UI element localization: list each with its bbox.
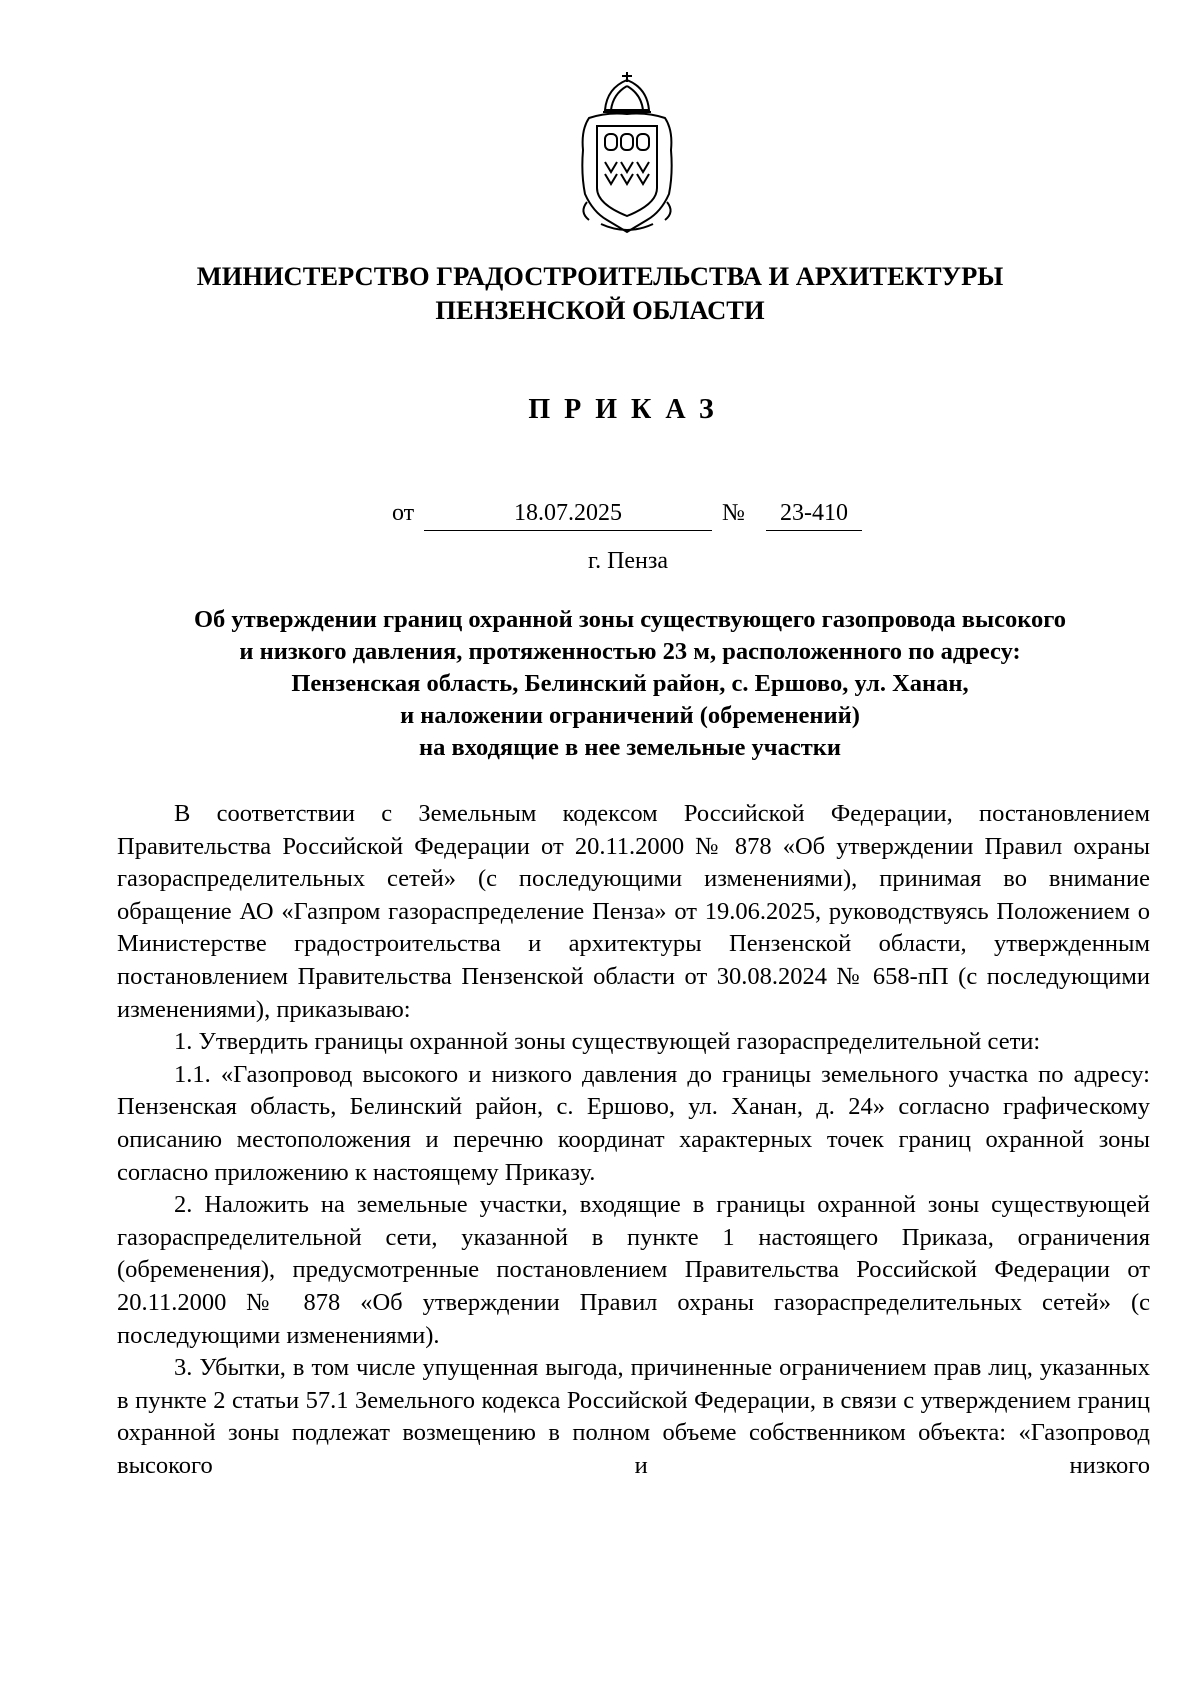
document-type: ПРИКАЗ (528, 394, 728, 425)
title-line: на входящие в нее земельные участки (418, 734, 842, 761)
title-line: Об утверждении границ охранной зоны существующего газопровода высокого (194, 606, 1066, 633)
title-line: и наложении ограничений (обременений) (400, 702, 860, 729)
clause-1-1: 1.1. «Газопровод высокого и низкого давления до границы земельного участка по адресу: Пензенская область, Белинский район, с. Ершово, ул. Ханан, д. 24» согласно графическому описанию местоположения и перечню координат характерных точек границ охранной зоны согласно приложению к настоящему Приказу. (117, 1060, 1150, 1186)
document-number: 23-410 (766, 498, 862, 531)
date-prefix: от (392, 500, 415, 526)
document-body (117, 798, 1150, 1482)
ministry-name-line2: ПЕНЗЕНСКОЙ ОБЛАСТИ (435, 295, 765, 325)
ministry-name-line1: МИНИСТЕРСТВО ГРАДОСТРОИТЕЛЬСТВА И АРХИТЕКТУРЫ (196, 261, 1004, 291)
clause-1: 1. Утвердить границы охранной зоны существующей газораспределительной сети: (174, 1028, 1041, 1056)
city: г. Пенза (587, 548, 669, 574)
document-date: 18.07.2025 (424, 498, 712, 531)
number-prefix: № (722, 500, 745, 526)
title-line: Пензенская область, Белинский район, с. Ершово, ул. Ханан, (291, 670, 969, 697)
clause-3: 3. Убытки, в том числе упущенная выгода, причиненные ограничением прав лиц, указанных в пункте 2 статьи 57.1 Земельного кодекса Российской Федерации, в связи с утверждением границ охранной зоны подлежат возмещению в полном объеме собственником объекта: «Газопровод высокого и низкого (117, 1354, 1150, 1479)
coat-of-arms-icon (567, 70, 687, 240)
clause-2: 2. Наложить на земельные участки, входящие в границы охранной зоны существующей газораспределительной сети, указанной в пункте 1 настоящего Приказа, ограничения (обременения), предусмотренные постановлением Правительства Российской Федерации от 20.11.2000 № 878 «Об утверждении Правил охраны газораспределительных сетей» (с последующими изменениями). (117, 1191, 1150, 1349)
title-line: и низкого давления, протяженностью 23 м, расположенного по адресу: (239, 638, 1021, 665)
document-title (110, 604, 1150, 764)
preamble-paragraph: В соответствии с Земельным кодексом Российской Федерации, постановлением Правительства Российской Федерации от 20.11.2000 № 878 «Об утверждении Правил охраны газораспределительных сетей» (с последующими изменениями), принимая во внимание обращение АО «Газпром газораспределение Пенза» от 19.06.2025, руководствуясь Положением о Министерстве градостроительства и архитектуры Пензенской области, утвержденным постановлением Правительства Пензенской области от 30.08.2024 № 658-пП (с последующими изменениями), приказываю: (117, 800, 1150, 1023)
